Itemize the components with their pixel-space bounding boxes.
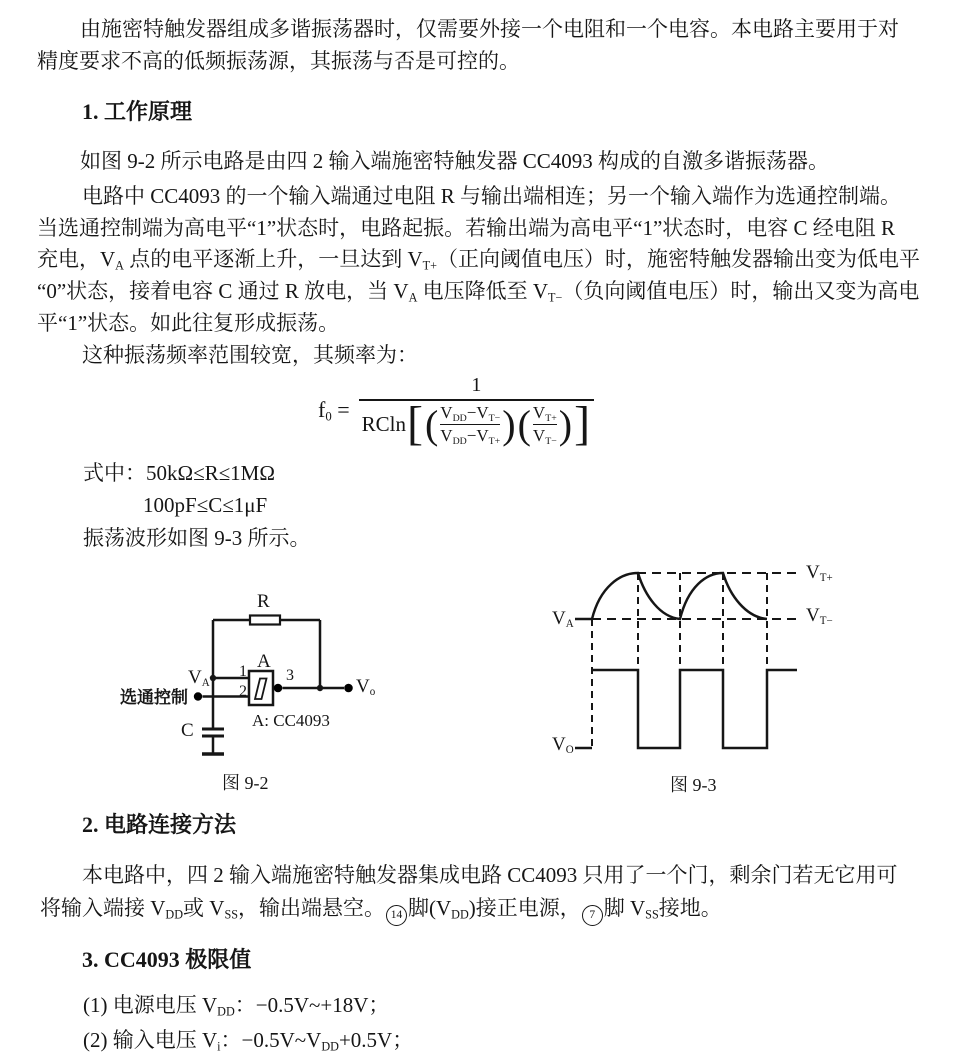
fig92-caption: 图 9-2: [222, 773, 269, 793]
fig93-caption: 图 9-3: [670, 775, 717, 795]
gate-control-label: 选通控制: [120, 688, 188, 707]
vo-axis-label: $V_O$: [552, 734, 574, 757]
frac2-bar: [533, 424, 557, 425]
limit-line-1: (1) 电源电压 $V_{DD}$：−0.5V~+18V；: [83, 993, 390, 1019]
junction-dot: [317, 685, 323, 691]
figure-reference-line: 如图 9-2 所示电路是由四 2 输入端施密特触发器 CC4093 构成的自激多谐振荡器。: [80, 149, 830, 173]
formula-close-paren-2: ): [558, 401, 573, 447]
formula-inner-fraction-1: [440, 403, 500, 446]
formula-open-bracket: [: [406, 397, 423, 451]
va-axis-label: $V_A$: [552, 608, 574, 631]
pin1-label: 1: [239, 663, 247, 680]
frac1-numerator: $V_{DD}-V_{T-}$: [440, 403, 501, 424]
connection-line-1: 本电路中，四 2 输入端施密特触发器集成电路 CC4093 只用了一个门，剩余门若无它用可: [82, 863, 898, 887]
frac1-bar: [440, 424, 500, 425]
intro-line-2: 精度要求不高的低频振荡源，其振荡与否是可控的。: [37, 49, 520, 73]
section2-heading: 2. 电路连接方法: [82, 812, 237, 837]
principle-line-1: 电路中 CC4093 的一个输入端通过电阻 R 与输出端相连；另一个输入端作为选通控制端。: [82, 184, 902, 208]
principle-line-3: 充电，$V_A$ 点的电平逐渐上升，一旦达到 $V_{T+}$（正向阈值电压）时，施密特触发器输出变为低电平: [37, 247, 920, 273]
circuit-diagram-fig92: [100, 560, 400, 805]
intro-line-1: 由施密特触发器组成多谐振荡器时，仅需要外接一个电阻和一个电容。本电路主要用于对: [80, 17, 899, 41]
waveform-diagram-fig93: [540, 550, 960, 805]
output-terminal: [344, 684, 353, 693]
resistor-label: R: [257, 591, 270, 612]
va-node-label: $V_A$: [188, 667, 210, 690]
inverter-bubble: [274, 684, 283, 693]
pin3-label: 3: [286, 667, 294, 684]
gate-type-label: A: CC4093: [252, 711, 330, 730]
formula-function: RCln: [361, 412, 406, 436]
pin2-label: 2: [239, 683, 247, 700]
frac2-denominator: $V_{T-}$: [532, 426, 557, 447]
formula-lhs: $f_0$ =: [318, 397, 350, 424]
principle-line-5: 平“1”状态。如此往复形成振荡。: [37, 311, 340, 335]
principle-line-4: “0”状态，接着电容 C 通过 R 放电，当 $V_A$ 电压降低至 $V_{T-}$（负向阈值电压）时，输出又变为高电: [37, 279, 920, 305]
control-terminal: [194, 692, 202, 700]
formula-close-paren: ): [502, 401, 516, 447]
formula-close-bracket: ]: [574, 397, 591, 451]
connection-line-2: 将输入端接 $V_{DD}$或 $V_{SS}$，输出端悬空。 14 脚$(V_{DD})$接正电源， 7 脚 $V_{SS}$接地。: [40, 897, 722, 926]
frac1-denominator: $V_{DD}-V_{T+}$: [440, 426, 501, 447]
vtm-label: $V_{T-}$: [806, 605, 833, 628]
frac2-numerator: $V_{T+}$: [532, 403, 557, 424]
vo-square-wave: [592, 670, 797, 748]
formula-open-paren: (: [424, 401, 439, 447]
formula-open-paren-2: (: [517, 401, 531, 447]
constraint-line-2: 100pF≤C≤1μF: [143, 493, 268, 517]
formula-main-fraction: [359, 374, 594, 451]
constraint-line-1: 式中：50kΩ≤R≤1MΩ: [83, 461, 275, 485]
gate-name-label: A: [257, 651, 271, 672]
vtp-label: $V_{T+}$: [806, 562, 833, 585]
formula-denominator: [359, 397, 594, 451]
section3-heading: 3. CC4093 极限值: [82, 947, 252, 972]
formula-inner-fraction-2: [533, 403, 557, 446]
frequency-intro-line: 这种振荡频率范围较宽，其频率为：: [82, 343, 418, 367]
formula-numerator: 1: [471, 374, 482, 396]
resistor-symbol: [250, 616, 280, 625]
section1-heading: 1. 工作原理: [82, 99, 193, 124]
waveform-reference-line: 振荡波形如图 9-3 所示。: [83, 526, 311, 550]
capacitor-label: C: [181, 720, 194, 741]
limit-line-2: (2) 输入电压 $V_i$：$-0.5V\sim V_{DD}+0.5V$；: [83, 1028, 414, 1054]
hysteresis-symbol: [255, 679, 267, 700]
formula-fraction-bar: [359, 399, 594, 401]
frequency-formula: [318, 374, 594, 451]
principle-line-2: 当选通控制端为高电平“1”状态时，电路起振。若输出端为高电平“1”状态时，电容 C 经电阻 R: [37, 216, 896, 240]
vo-terminal-label: $V_o$: [356, 676, 376, 699]
